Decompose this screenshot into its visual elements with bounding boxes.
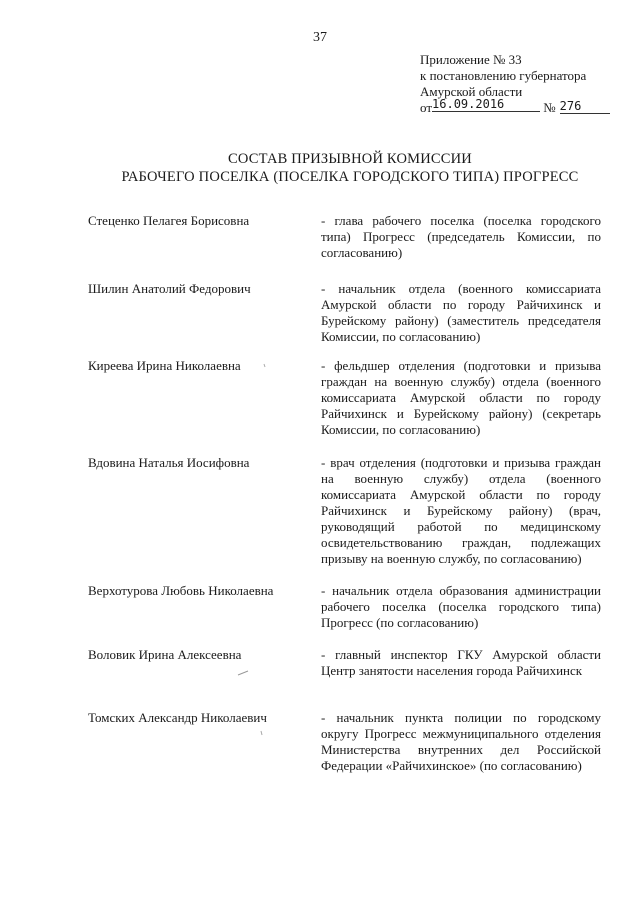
member-name: Киреева Ирина Николаевна xyxy=(88,358,241,373)
member-name: Стеценко Пелагея Борисовна xyxy=(88,213,250,228)
pen-mark xyxy=(238,671,248,675)
page-number: 37 xyxy=(313,30,327,45)
member-name: Верхотурова Любовь Николаевна xyxy=(88,583,274,598)
member-role: - врач отделения (подготовки и призыва граждан на военную службу) отдела (военного комиссариата Амурской области по городу Райчихинск и Бурейскому району) (врач, руководящий работой по медицинскому освидетельствованию граждан, подлежащих призыву на военную службу, по согласованию) xyxy=(321,455,601,566)
member-name: Вдовина Наталья Иосифовна xyxy=(88,455,250,470)
member-role: - начальник пункта полиции по городскому округу Прогресс межмуниципального отделения Министерства внутренних дел Российской Федерации «Райчихинское» (по согласованию) xyxy=(321,710,601,773)
member-name: Воловик Ирина Алексеевна xyxy=(88,647,242,662)
member-name: Шилин Анатолий Федорович xyxy=(88,281,251,296)
member-role: - главный инспектор ГКУ Амурской области Центр занятости населения города Райчихинск xyxy=(321,647,601,678)
number-prefix: № xyxy=(543,100,556,115)
annex-block xyxy=(420,52,610,116)
annex-decree-ref: к постановлению губернатора xyxy=(420,68,587,83)
member-role: - фельдшер отделения (подготовки и призыва граждан на военную службу) отдела (военного комиссариата Амурской области по городу Райчихинск и Бурейскому району) (секретарь Комиссии, по согласованию) xyxy=(321,358,601,437)
date-prefix: от xyxy=(420,100,433,115)
member-role: - глава рабочего поселка (поселка городского типа) Прогресс (председатель Комиссии, по согласованию) xyxy=(321,213,601,260)
doc-title-line2: РАБОЧЕГО ПОСЕЛКА (ПОСЕЛКА ГОРОДСКОГО ТИПА) ПРОГРЕСС xyxy=(121,169,579,185)
decree-date: 16.09.2016 xyxy=(432,97,540,112)
doc-title-line1: СОСТАВ ПРИЗЫВНОЙ КОМИССИИ xyxy=(228,151,472,167)
member-role: - начальник отдела образования администрации рабочего поселка (поселка городского типа) Прогресс (по согласованию) xyxy=(321,583,601,630)
pen-mark xyxy=(261,731,262,735)
member-name: Томских Александр Николаевич xyxy=(88,710,267,725)
member-role: - начальник отдела (военного комиссариата Амурской области по городу Райчихинск и Бурейскому району) (заместитель председателя Комиссии, по согласованию) xyxy=(321,281,601,344)
annex-date-number xyxy=(420,97,610,116)
annex-title: Приложение № 33 xyxy=(420,52,522,67)
decree-number: 276 xyxy=(560,99,610,114)
annex-region: Амурской области xyxy=(420,84,523,99)
